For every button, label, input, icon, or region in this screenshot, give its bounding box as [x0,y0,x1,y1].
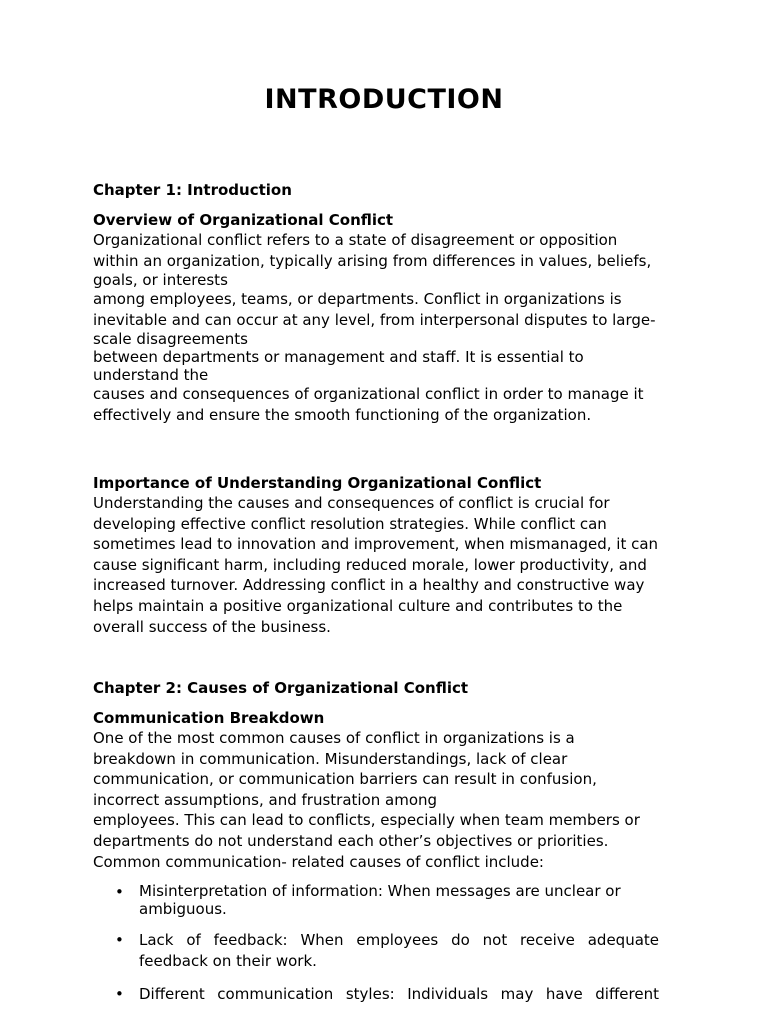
list-item-line: Misinterpretation of information: When messages are unclear or [139,882,621,900]
communication-section [93,708,673,872]
paragraph-line: increased turnover. Addressing conflict in a healthy and constructive way [93,576,645,595]
paragraph-line: effectively and ensure the smooth functioning of the organization. [93,405,592,424]
paragraph-line: developing effective conflict resolution strategies. While conflict can [93,514,607,533]
paragraph-line: sometimes lead to innovation and improvement, when mismanaged, it can [93,535,659,554]
paragraph-line: communication, or communication barriers can result in confusion, [93,770,597,789]
paragraph-line: between departments or management and staff. It is essential to [93,348,584,367]
chapter-1-section [93,180,673,200]
bullet-icon: • [115,883,124,901]
paragraph-line: departments do not understand each other’s objectives or priorities. [93,831,609,850]
importance-heading: Importance of Understanding Organizational Conflict [93,474,542,492]
paragraph-line: scale disagreements [93,330,248,349]
communication-causes-list [93,882,659,1017]
chapter-2-section [93,678,673,698]
overview-heading: Overview of Organizational Conflict [93,211,394,229]
paragraph-line: Organizational conflict refers to a state of disagreement or opposition [93,231,618,249]
list-item [93,882,659,918]
bullet-icon: • [115,931,124,949]
paragraph-line: goals, or interests [93,271,228,290]
bullet-icon: • [115,985,124,1003]
paragraph-line: understand the [93,366,209,385]
paragraph-line: causes and consequences of organizational conflict in order to manage it [93,385,644,404]
paragraph-line: employees. This can lead to conflicts, especially when team members or [93,811,640,830]
paragraph-line: inevitable and can occur at any level, from interpersonal disputes to large- [93,310,656,329]
importance-section [93,473,673,637]
list-item-line: ambiguous. [139,900,227,918]
paragraph-line: overall success of the business. [93,617,331,636]
chapter-2-heading: Chapter 2: Causes of Organizational Conflict [93,679,469,697]
list-item [93,984,659,1005]
list-item-line: Different communication styles: Individuals may have different [139,985,659,1003]
paragraph-line: cause significant harm, including reduced morale, lower productivity, and [93,555,647,574]
paragraph-line: within an organization, typically arising from differences in values, beliefs, [93,251,652,270]
paragraph-line: among employees, teams, or departments. Conflict in organizations is [93,290,622,309]
paragraph-line: breakdown in communication. Misunderstandings, lack of clear [93,749,568,768]
overview-section [93,210,673,426]
paragraph-line: Understanding the causes and consequences of conflict is crucial for [93,494,610,512]
list-item-line: Lack of feedback: When employees do not receive adequate [139,931,659,949]
paragraph-line: Common communication- related causes of conflict include: [93,852,544,871]
paragraph-line: incorrect assumptions, and frustration among [93,790,438,809]
list-item [93,930,659,972]
paragraph-line: One of the most common causes of conflict in organizations is a [93,729,575,747]
document-title: INTRODUCTION [264,84,504,115]
paragraph-line: helps maintain a positive organizational culture and contributes to the [93,596,623,615]
list-item-line: feedback on their work. [139,952,317,970]
communication-heading: Communication Breakdown [93,709,325,727]
chapter-1-heading: Chapter 1: Introduction [93,181,292,199]
